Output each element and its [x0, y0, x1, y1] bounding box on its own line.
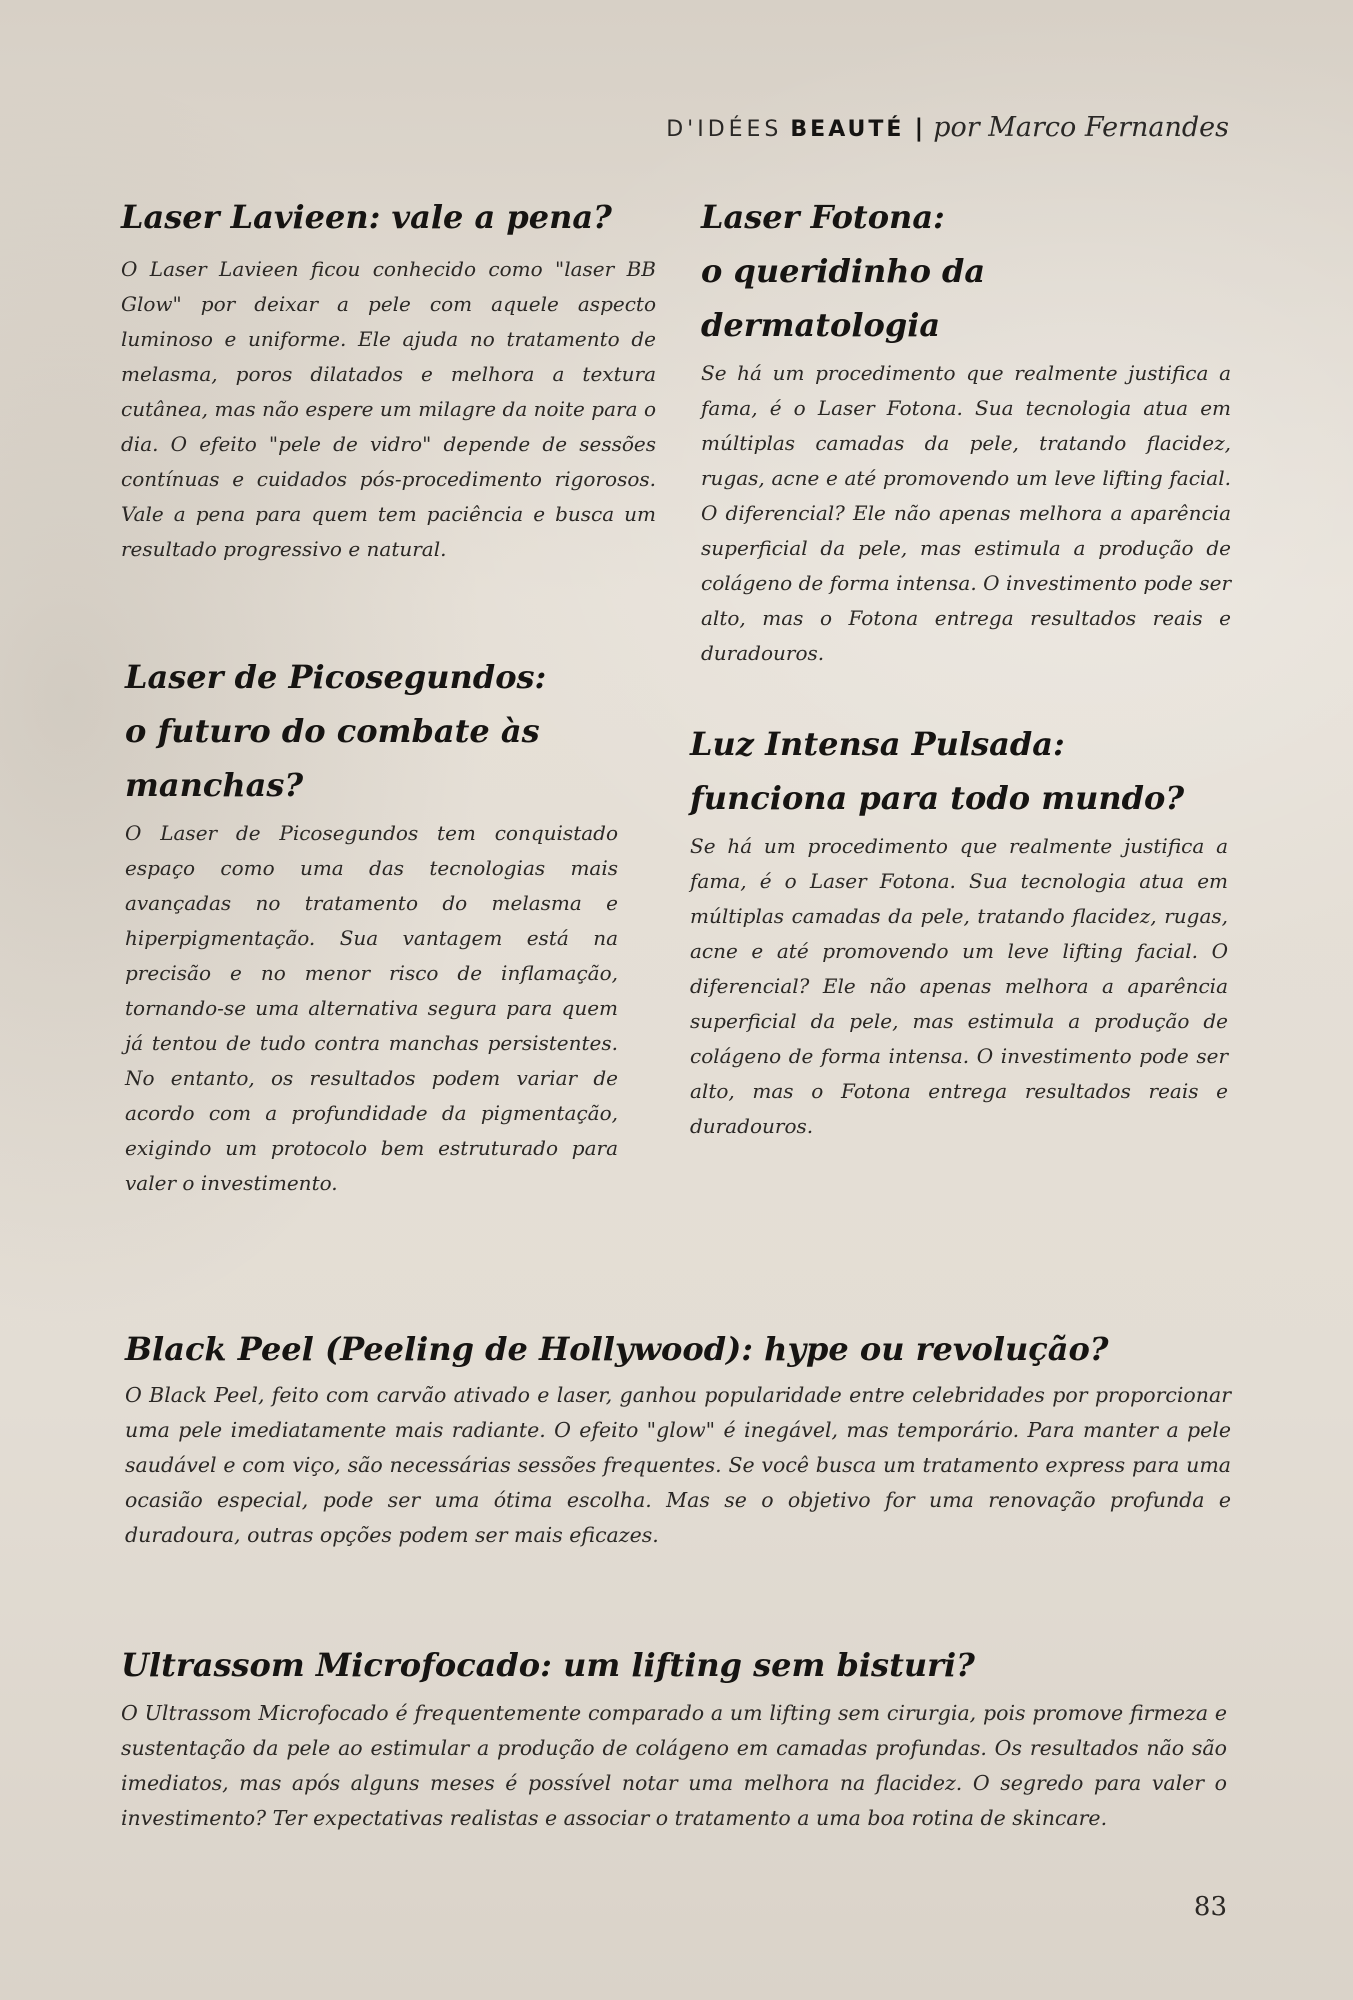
article-body: O Laser Lavieen ficou conhecido como "laser BB Glow" por deixar a pele com aquele aspecto luminoso e uniforme. Ele ajuda no tratamento de melasma, poros dilatados e melhora a textura cutânea, mas não espere um milagre da noite para o dia. O efeito "pele de vidro" depende de sessões contínuas e cuidados pós-procedimento rigorosos. Vale a pena para quem tem paciência e busca um resultado progressivo e natural. — [121, 257, 656, 561]
page-header — [666, 112, 1229, 152]
article-title-line: funciona para todo mundo? — [690, 779, 1185, 817]
article-title-line: Luz Intensa Pulsada: — [690, 725, 1065, 763]
article-body: O Ultrassom Microfocado é frequentemente comparado a um lifting sem cirurgia, pois promove firmeza e sustentação da pele ao estimular a produção de colágeno em camadas profundas. Os resultados não são imediatos, mas após alguns meses é possível notar uma melhora na flacidez. O segredo para valer o investimento? Ter expectativas realistas e associar o tratamento a uma boa rotina de skincare. — [121, 1701, 1227, 1830]
article-body: Se há um procedimento que realmente justifica a fama, é o Laser Fotona. Sua tecnologia atua em múltiplas camadas da pele, tratando flacidez, rugas, acne e até promovendo um leve lifting facial. O diferencial? Ele não apenas melhora a aparência superficial da pele, mas estimula a produção de colágeno de forma intensa. O investimento pode ser alto, mas o Fotona entrega resultados reais e duradouros. — [690, 834, 1228, 1138]
author-byline: por Marco Fernandes — [933, 112, 1229, 143]
article-title-line: o futuro do combate às — [125, 712, 540, 750]
article-title: Ultrassom Microfocado: um lifting sem bisturi? — [121, 1646, 975, 1684]
article-luz-intensa-pulsada — [690, 717, 1228, 1144]
header-separator: | — [914, 114, 924, 142]
article-title: Laser Lavieen: vale a pena? — [121, 198, 612, 236]
article-title — [701, 190, 1231, 352]
article-title: Black Peel (Peeling de Hollywood): hype ou revolução? — [125, 1330, 1109, 1368]
article-title-line: Laser de Picosegundos: — [125, 658, 547, 696]
article-title-line: manchas? — [125, 766, 304, 804]
article-black-peel — [125, 1322, 1231, 1553]
article-title — [125, 650, 618, 812]
article-body: O Laser de Picosegundos tem conquistado espaço como uma das tecnologias mais avançadas no tratamento do melasma e hiperpigmentação. Sua vantagem está na precisão e no menor risco de inflamação, tornando-se uma alternativa segura para quem já tentou de tudo contra manchas persistentes. No entanto, os resultados podem variar de acordo com a profundidade da pigmentação, exigindo um protocolo bem estruturado para valer o investimento. — [125, 821, 618, 1195]
article-body: Se há um procedimento que realmente justifica a fama, é o Laser Fotona. Sua tecnologia atua em múltiplas camadas da pele, tratando flacidez, rugas, acne e até promovendo um leve lifting facial. O diferencial? Ele não apenas melhora a aparência superficial da pele, mas estimula a produção de colágeno de forma intensa. O investimento pode ser alto, mas o Fotona entrega resultados reais e duradouros. — [701, 361, 1231, 665]
article-title-line: o queridinho da dermatologia — [701, 252, 986, 344]
brand-name-bold: BEAUTÉ — [790, 117, 905, 142]
article-ultrassom-microfocado — [121, 1638, 1227, 1836]
article-laser-picosegundos — [125, 650, 618, 1201]
article-title-line: Laser Fotona: — [701, 198, 945, 236]
brand-name-light: D'IDÉES — [666, 117, 783, 142]
article-laser-fotona — [701, 190, 1231, 671]
article-laser-lavieen — [121, 190, 656, 567]
article-title — [690, 717, 1228, 825]
article-body: O Black Peel, feito com carvão ativado e laser, ganhou popularidade entre celebridades por proporcionar uma pele imediatamente mais radiante. O efeito "glow" é inegável, mas temporário. Para manter a pele saudável e com viço, são necessárias sessões frequentes. Se você busca um tratamento express para uma ocasião especial, pode ser uma ótima escolha. Mas se o objetivo for uma renovação profunda e duradoura, outras opções podem ser mais eficazes. — [125, 1383, 1231, 1547]
page-number: 83 — [1193, 1892, 1227, 1922]
